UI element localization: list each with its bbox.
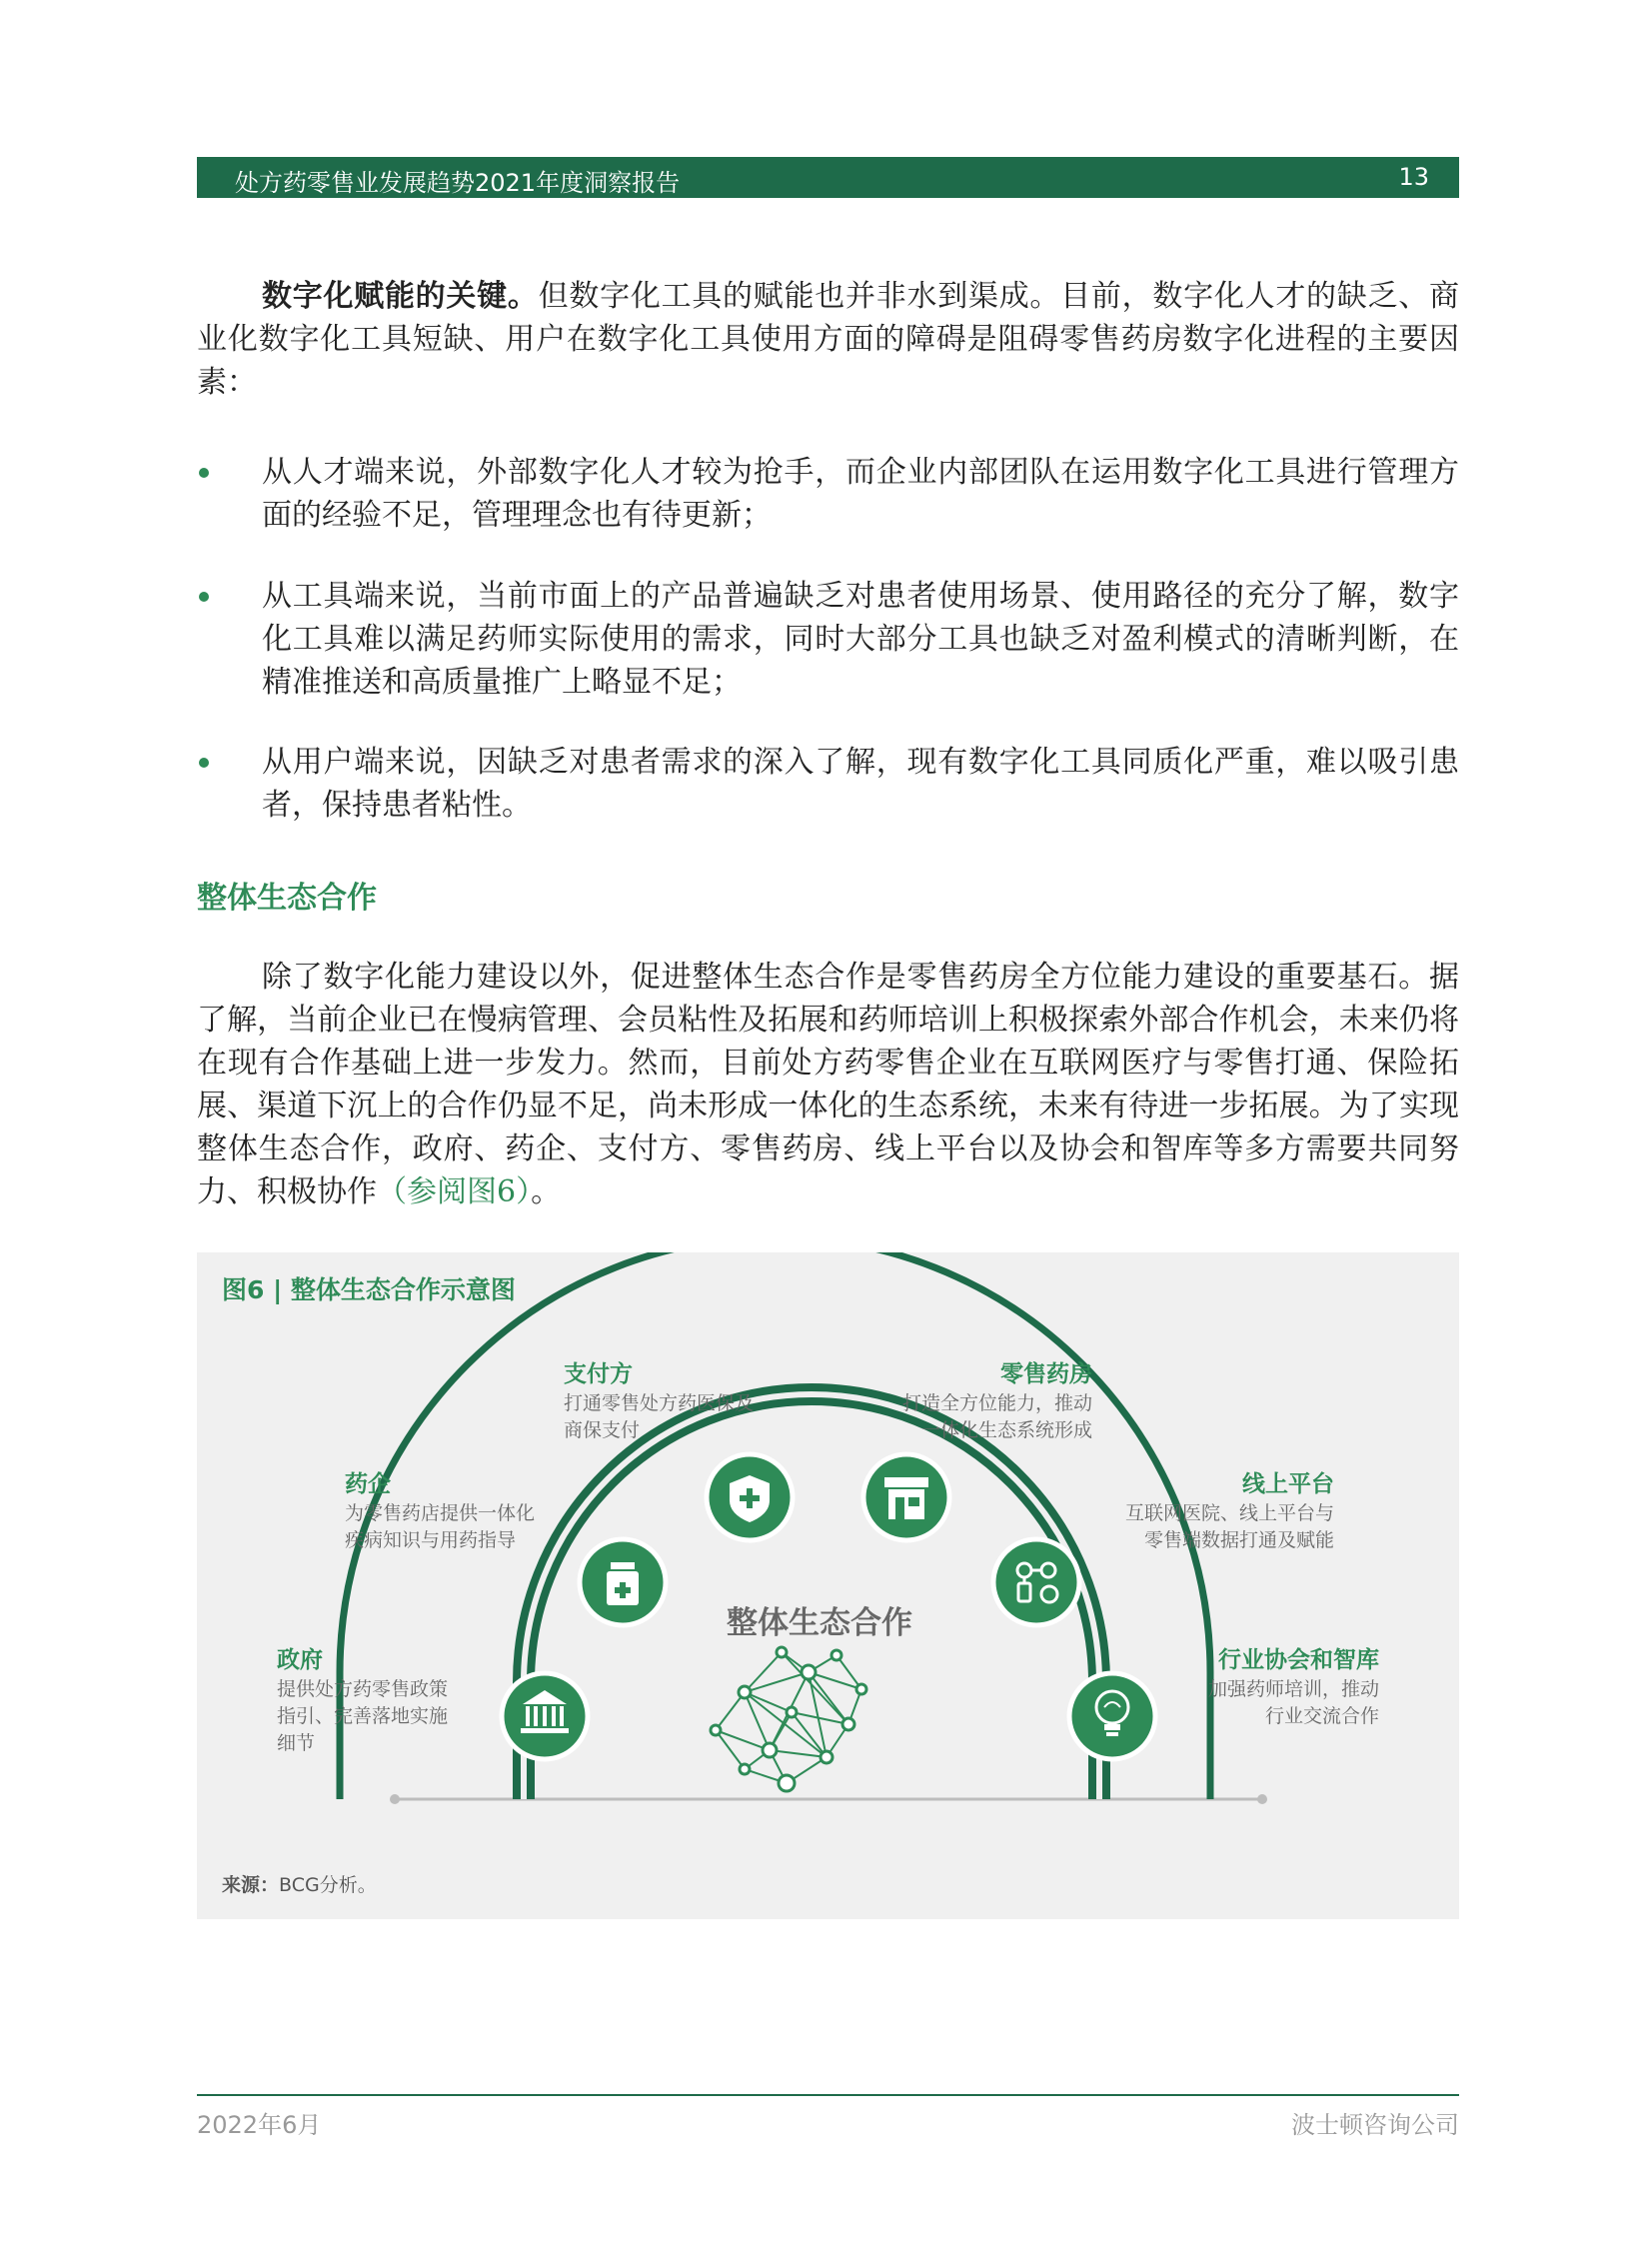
bullet-text: 从用户端来说，因缺乏对患者需求的深入了解，现有数字化工具同质化严重，难以吸引患者，保持患者粘性。 bbox=[262, 745, 1459, 823]
section-end: 。 bbox=[531, 1174, 562, 1209]
source-label: 来源： bbox=[222, 1874, 280, 1896]
desc-line: 打造全方位能力，推动 bbox=[901, 1392, 1092, 1414]
intro-bold-lead: 数字化赋能的关键。 bbox=[262, 279, 539, 314]
desc-line: 一体化生态系统形成 bbox=[920, 1419, 1092, 1441]
header-bar bbox=[197, 157, 1459, 198]
bullet-dot bbox=[199, 592, 209, 602]
page-number: 13 bbox=[1398, 163, 1429, 191]
node-online bbox=[993, 1539, 1079, 1625]
pharmacy-store-icon bbox=[884, 1477, 928, 1519]
bullet-item bbox=[197, 741, 1459, 827]
ecosystem-diagram bbox=[197, 1252, 1459, 1919]
baseline-dot-right bbox=[1257, 1794, 1267, 1804]
intro-paragraph bbox=[197, 275, 1459, 404]
source-text: BCG分析。 bbox=[279, 1874, 377, 1896]
node-title-pharma: 药企 bbox=[345, 1471, 391, 1497]
section-body: 除了数字化能力建设以外，促进整体生态合作是零售药房全方位能力建设的重要基石。据了解，当前企业已在慢病管理、会员粘性及拓展和药师培训上积极探索外部合作机会，未来仍将在现有合作基础上进一步发力。然而，目前处方药零售企业在互联网医疗与零售打通、保险拓展、渠道下沉上的合作仍显不足，尚未形成一体化的生态系统，未来有待进一步拓展。为了实现整体生态合作，政府、药企、支付方、零售药房、线上平台以及协会和智库等多方需要共同努力、积极协作 bbox=[197, 960, 1459, 1209]
node-desc-payer bbox=[564, 1390, 754, 1444]
node-title-online: 线上平台 bbox=[1242, 1471, 1334, 1497]
bullet-item bbox=[197, 575, 1459, 704]
node-title-pharmacy: 零售药房 bbox=[1000, 1361, 1092, 1387]
node-association bbox=[1069, 1673, 1155, 1759]
desc-line: 行业交流合作 bbox=[1264, 1705, 1379, 1727]
diagram-center-title: 整体生态合作 bbox=[727, 1605, 912, 1641]
node-desc-government bbox=[277, 1676, 448, 1757]
bullet-dot bbox=[199, 758, 209, 768]
footer-date: 2022年6月 bbox=[197, 2111, 322, 2139]
bullet-item bbox=[197, 451, 1459, 537]
node-title-association: 行业协会和智库 bbox=[1218, 1647, 1379, 1673]
node-desc-online bbox=[1125, 1500, 1334, 1554]
figure-reference-link[interactable]: （参阅图6） bbox=[377, 1174, 532, 1209]
node-pharmacy bbox=[863, 1454, 949, 1540]
desc-line: 加强药师培训，推动 bbox=[1207, 1678, 1379, 1700]
node-pharma bbox=[580, 1539, 666, 1625]
section-paragraph bbox=[197, 956, 1459, 1213]
section-heading: 整体生态合作 bbox=[197, 881, 377, 916]
figure-source bbox=[222, 1870, 377, 1897]
desc-line: 商保支付 bbox=[564, 1419, 641, 1441]
report-title: 处方药零售业发展趋势2021年度洞察报告 bbox=[235, 169, 681, 197]
desc-line: 打通零售处方药医保及 bbox=[564, 1392, 755, 1414]
figure-6 bbox=[197, 1252, 1459, 1919]
node-desc-pharma bbox=[345, 1500, 535, 1554]
node-government bbox=[502, 1673, 588, 1759]
bullet-dot bbox=[199, 468, 209, 478]
figure-caption: 图6 | 整体生态合作示意图 bbox=[222, 1275, 516, 1304]
node-desc-pharmacy bbox=[902, 1390, 1092, 1444]
desc-line: 为零售药店提供一体化 bbox=[345, 1502, 536, 1524]
desc-line: 疾病知识与用药指导 bbox=[345, 1529, 517, 1551]
node-payer bbox=[707, 1454, 793, 1540]
baseline-dot-left bbox=[390, 1794, 400, 1804]
desc-line: 细节 bbox=[277, 1732, 316, 1754]
node-desc-association bbox=[1208, 1676, 1379, 1730]
desc-line: 零售端数据打通及赋能 bbox=[1143, 1529, 1334, 1551]
footer-company: 波士顿咨询公司 bbox=[1291, 2111, 1459, 2139]
node-title-government: 政府 bbox=[277, 1647, 323, 1673]
node-title-payer: 支付方 bbox=[564, 1361, 633, 1387]
intro-text: 但数字化工具的赋能也并非水到渠成。目前，数字化人才的缺乏、商业化数字化工具短缺、用户在数字化工具使用方面的障碍是阻碍零售药房数字化进程的主要因素： bbox=[197, 279, 1460, 400]
desc-line: 指引、完善落地实施 bbox=[277, 1705, 449, 1727]
bullet-text: 从工具端来说，当前市面上的产品普遍缺乏对患者使用场景、使用路径的充分了解，数字化工具难以满足药师实际使用的需求，同时大部分工具也缺乏对盈利模式的清晰判断，在精准推送和高质量推广上略显不足； bbox=[262, 579, 1459, 700]
footer-rule bbox=[197, 2094, 1459, 2096]
bullet-text: 从人才端来说，外部数字化人才较为抢手，而企业内部团队在运用数字化工具进行管理方面的经验不足，管理理念也有待更新； bbox=[262, 455, 1459, 533]
medicine-bottle-icon bbox=[607, 1562, 639, 1605]
desc-line: 互联网医院、线上平台与 bbox=[1124, 1502, 1334, 1524]
desc-line: 提供处方药零售政策 bbox=[277, 1678, 449, 1700]
